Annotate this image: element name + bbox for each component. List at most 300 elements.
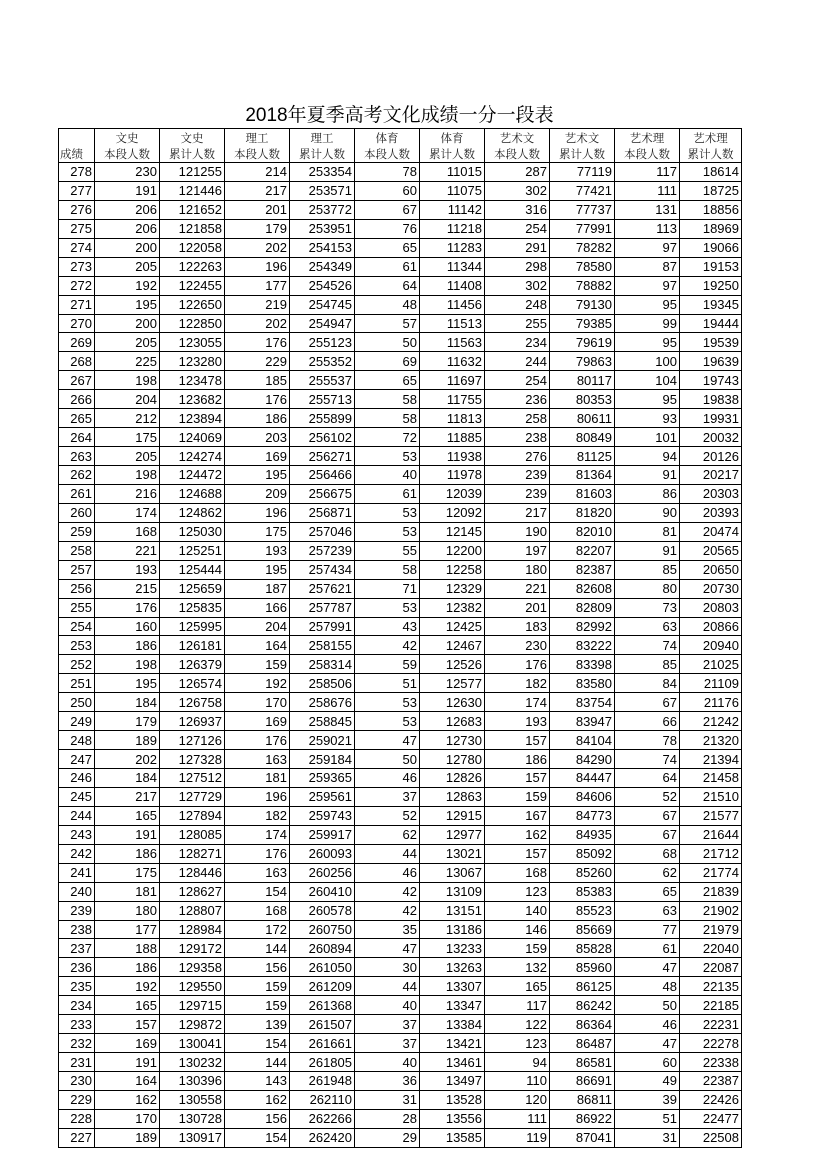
cell-yishuli-cumulative: 20650 [680, 560, 742, 579]
table-row [59, 466, 742, 485]
cell-tiyu-segment: 58 [355, 560, 420, 579]
cell-ligong-segment: 192 [225, 674, 290, 693]
cell-ligong-cumulative: 254947 [290, 314, 355, 333]
cell-tiyu-segment: 53 [355, 522, 420, 541]
table-row [59, 920, 742, 939]
cell-yishuli-cumulative: 18856 [680, 200, 742, 219]
cell-ligong-segment: 196 [225, 257, 290, 276]
cell-wenshi-cumulative: 126181 [160, 636, 225, 655]
cell-yishuli-segment: 113 [615, 219, 680, 238]
cell-tiyu-segment: 60 [355, 181, 420, 200]
cell-yishuwen-segment: 197 [485, 541, 550, 560]
cell-tiyu-segment: 40 [355, 466, 420, 485]
cell-ligong-cumulative: 260894 [290, 939, 355, 958]
table-row [59, 447, 742, 466]
cell-wenshi-cumulative: 127512 [160, 769, 225, 788]
cell-yishuli-segment: 77 [615, 920, 680, 939]
table-row [59, 371, 742, 390]
cell-ligong-cumulative: 257621 [290, 579, 355, 598]
cell-tiyu-cumulative: 13109 [420, 882, 485, 901]
cell-yishuwen-segment: 298 [485, 257, 550, 276]
cell-yishuli-segment: 47 [615, 958, 680, 977]
cell-ligong-segment: 182 [225, 806, 290, 825]
cell-tiyu-cumulative: 13528 [420, 1090, 485, 1109]
cell-wenshi-cumulative: 130558 [160, 1090, 225, 1109]
cell-yishuli-cumulative: 21712 [680, 844, 742, 863]
cell-ligong-cumulative: 255713 [290, 390, 355, 409]
cell-yishuwen-cumulative: 85383 [550, 882, 615, 901]
cell-yishuli-cumulative: 19838 [680, 390, 742, 409]
cell-score: 269 [59, 333, 95, 352]
column-header-line1: 艺术理 [693, 131, 728, 145]
cell-yishuwen-segment: 201 [485, 598, 550, 617]
cell-ligong-cumulative: 260750 [290, 920, 355, 939]
cell-wenshi-cumulative: 125835 [160, 598, 225, 617]
cell-ligong-cumulative: 254526 [290, 276, 355, 295]
cell-wenshi-cumulative: 129872 [160, 1015, 225, 1034]
cell-wenshi-segment: 189 [95, 731, 160, 750]
column-header-line2: 累计人数 [299, 147, 345, 161]
table-row [59, 579, 742, 598]
cell-score: 232 [59, 1034, 95, 1053]
cell-tiyu-cumulative: 11456 [420, 295, 485, 314]
cell-yishuwen-cumulative: 86487 [550, 1034, 615, 1053]
cell-tiyu-cumulative: 11513 [420, 314, 485, 333]
cell-yishuli-segment: 60 [615, 1053, 680, 1072]
cell-score: 265 [59, 409, 95, 428]
cell-yishuli-cumulative: 22508 [680, 1128, 742, 1147]
cell-yishuli-segment: 87 [615, 257, 680, 276]
cell-tiyu-segment: 48 [355, 295, 420, 314]
page-title: 2018年夏季高考文化成绩一分一段表 [245, 105, 554, 126]
cell-yishuli-cumulative: 22087 [680, 958, 742, 977]
header-row [59, 129, 742, 163]
cell-ligong-segment: 154 [225, 1128, 290, 1147]
column-header-line2: 本段人数 [364, 147, 410, 161]
column-header-yishuli-segment [615, 129, 680, 163]
cell-yishuli-segment: 100 [615, 352, 680, 371]
cell-tiyu-cumulative: 13497 [420, 1072, 485, 1091]
cell-yishuwen-segment: 123 [485, 1034, 550, 1053]
cell-yishuwen-segment: 239 [485, 484, 550, 503]
cell-wenshi-segment: 165 [95, 806, 160, 825]
cell-wenshi-cumulative: 121255 [160, 163, 225, 182]
cell-ligong-cumulative: 255352 [290, 352, 355, 371]
column-header-line2: 累计人数 [429, 147, 475, 161]
cell-ligong-cumulative: 261948 [290, 1072, 355, 1091]
cell-yishuwen-segment: 236 [485, 390, 550, 409]
cell-yishuli-cumulative: 21577 [680, 806, 742, 825]
cell-yishuwen-cumulative: 85092 [550, 844, 615, 863]
cell-ligong-segment: 159 [225, 977, 290, 996]
cell-yishuli-segment: 111 [615, 181, 680, 200]
column-header-line1: 文史 [180, 131, 204, 145]
cell-yishuwen-cumulative: 78282 [550, 238, 615, 257]
cell-yishuli-cumulative: 20393 [680, 503, 742, 522]
cell-wenshi-cumulative: 126379 [160, 655, 225, 674]
cell-score: 257 [59, 560, 95, 579]
cell-tiyu-segment: 52 [355, 806, 420, 825]
cell-tiyu-cumulative: 11697 [420, 371, 485, 390]
cell-wenshi-cumulative: 129172 [160, 939, 225, 958]
cell-ligong-cumulative: 259917 [290, 825, 355, 844]
cell-ligong-cumulative: 253772 [290, 200, 355, 219]
cell-yishuwen-segment: 159 [485, 787, 550, 806]
column-header-score [59, 129, 95, 163]
cell-tiyu-cumulative: 13021 [420, 844, 485, 863]
cell-yishuwen-cumulative: 84606 [550, 787, 615, 806]
table-row [59, 1090, 742, 1109]
cell-tiyu-cumulative: 13384 [420, 1015, 485, 1034]
table-row [59, 750, 742, 769]
cell-tiyu-cumulative: 11344 [420, 257, 485, 276]
cell-wenshi-cumulative: 122058 [160, 238, 225, 257]
cell-score: 242 [59, 844, 95, 863]
column-header-ligong-cumulative [290, 129, 355, 163]
cell-ligong-cumulative: 262266 [290, 1109, 355, 1128]
cell-wenshi-cumulative: 125030 [160, 522, 225, 541]
cell-ligong-segment: 186 [225, 409, 290, 428]
cell-score: 273 [59, 257, 95, 276]
cell-yishuwen-segment: 174 [485, 693, 550, 712]
cell-ligong-cumulative: 256102 [290, 428, 355, 447]
table-row [59, 958, 742, 977]
cell-wenshi-cumulative: 123682 [160, 390, 225, 409]
cell-yishuwen-cumulative: 80353 [550, 390, 615, 409]
cell-yishuli-segment: 31 [615, 1128, 680, 1147]
cell-yishuli-segment: 97 [615, 276, 680, 295]
cell-yishuwen-segment: 157 [485, 844, 550, 863]
cell-yishuli-cumulative: 22040 [680, 939, 742, 958]
cell-yishuli-cumulative: 21979 [680, 920, 742, 939]
cell-tiyu-cumulative: 12092 [420, 503, 485, 522]
cell-yishuwen-cumulative: 84773 [550, 806, 615, 825]
cell-tiyu-segment: 40 [355, 1053, 420, 1072]
cell-yishuli-cumulative: 20474 [680, 522, 742, 541]
cell-yishuwen-segment: 146 [485, 920, 550, 939]
cell-score: 237 [59, 939, 95, 958]
cell-yishuli-cumulative: 22387 [680, 1072, 742, 1091]
cell-yishuli-segment: 81 [615, 522, 680, 541]
cell-tiyu-segment: 61 [355, 257, 420, 276]
cell-yishuwen-cumulative: 82010 [550, 522, 615, 541]
table-row [59, 484, 742, 503]
cell-wenshi-segment: 206 [95, 200, 160, 219]
cell-score: 254 [59, 617, 95, 636]
column-header-ligong-segment [225, 129, 290, 163]
cell-tiyu-cumulative: 13067 [420, 863, 485, 882]
cell-yishuli-cumulative: 19539 [680, 333, 742, 352]
cell-ligong-cumulative: 258506 [290, 674, 355, 693]
cell-yishuli-cumulative: 21902 [680, 901, 742, 920]
cell-yishuli-cumulative: 21644 [680, 825, 742, 844]
cell-yishuwen-cumulative: 86691 [550, 1072, 615, 1091]
cell-yishuwen-cumulative: 78580 [550, 257, 615, 276]
cell-yishuwen-segment: 258 [485, 409, 550, 428]
cell-wenshi-segment: 186 [95, 636, 160, 655]
cell-yishuli-cumulative: 20126 [680, 447, 742, 466]
cell-ligong-segment: 196 [225, 503, 290, 522]
cell-wenshi-cumulative: 128627 [160, 882, 225, 901]
cell-tiyu-cumulative: 13263 [420, 958, 485, 977]
cell-tiyu-segment: 58 [355, 390, 420, 409]
cell-score: 278 [59, 163, 95, 182]
cell-tiyu-segment: 53 [355, 712, 420, 731]
cell-yishuwen-segment: 234 [485, 333, 550, 352]
column-header-line2: 成绩 [60, 147, 83, 161]
cell-wenshi-segment: 174 [95, 503, 160, 522]
cell-wenshi-cumulative: 124274 [160, 447, 225, 466]
cell-ligong-segment: 174 [225, 825, 290, 844]
cell-score: 268 [59, 352, 95, 371]
cell-wenshi-segment: 160 [95, 617, 160, 636]
cell-tiyu-cumulative: 11142 [420, 200, 485, 219]
cell-yishuli-cumulative: 21242 [680, 712, 742, 731]
cell-yishuli-segment: 74 [615, 636, 680, 655]
cell-yishuli-cumulative: 22426 [680, 1090, 742, 1109]
cell-tiyu-segment: 35 [355, 920, 420, 939]
cell-score: 261 [59, 484, 95, 503]
cell-ligong-segment: 144 [225, 939, 290, 958]
cell-score: 276 [59, 200, 95, 219]
cell-ligong-cumulative: 259184 [290, 750, 355, 769]
cell-ligong-segment: 156 [225, 1109, 290, 1128]
cell-score: 236 [59, 958, 95, 977]
cell-score: 258 [59, 541, 95, 560]
cell-ligong-segment: 159 [225, 996, 290, 1015]
cell-score: 256 [59, 579, 95, 598]
cell-tiyu-cumulative: 11408 [420, 276, 485, 295]
cell-ligong-segment: 163 [225, 750, 290, 769]
cell-yishuli-cumulative: 20032 [680, 428, 742, 447]
cell-ligong-segment: 202 [225, 238, 290, 257]
cell-wenshi-cumulative: 128446 [160, 863, 225, 882]
cell-tiyu-cumulative: 12039 [420, 484, 485, 503]
cell-yishuli-segment: 67 [615, 693, 680, 712]
cell-tiyu-cumulative: 11885 [420, 428, 485, 447]
cell-score: 264 [59, 428, 95, 447]
cell-yishuli-cumulative: 20940 [680, 636, 742, 655]
table-row [59, 276, 742, 295]
cell-yishuwen-segment: 165 [485, 977, 550, 996]
cell-wenshi-cumulative: 130396 [160, 1072, 225, 1091]
cell-tiyu-segment: 43 [355, 617, 420, 636]
cell-score: 229 [59, 1090, 95, 1109]
table-row [59, 219, 742, 238]
cell-ligong-cumulative: 258845 [290, 712, 355, 731]
cell-wenshi-segment: 205 [95, 257, 160, 276]
cell-yishuli-segment: 78 [615, 731, 680, 750]
cell-yishuli-cumulative: 21320 [680, 731, 742, 750]
table-row [59, 390, 742, 409]
cell-wenshi-segment: 186 [95, 844, 160, 863]
cell-score: 267 [59, 371, 95, 390]
cell-yishuwen-cumulative: 86581 [550, 1053, 615, 1072]
cell-score: 234 [59, 996, 95, 1015]
cell-yishuli-cumulative: 21394 [680, 750, 742, 769]
cell-yishuwen-cumulative: 82207 [550, 541, 615, 560]
score-distribution-table [58, 128, 742, 1148]
cell-wenshi-segment: 204 [95, 390, 160, 409]
cell-yishuli-segment: 50 [615, 996, 680, 1015]
table-row [59, 1034, 742, 1053]
cell-yishuli-segment: 131 [615, 200, 680, 219]
cell-ligong-cumulative: 262110 [290, 1090, 355, 1109]
cell-ligong-segment: 139 [225, 1015, 290, 1034]
cell-ligong-cumulative: 262420 [290, 1128, 355, 1147]
cell-yishuli-cumulative: 22338 [680, 1053, 742, 1072]
cell-ligong-cumulative: 253951 [290, 219, 355, 238]
table-row [59, 996, 742, 1015]
cell-ligong-segment: 144 [225, 1053, 290, 1072]
cell-score: 277 [59, 181, 95, 200]
cell-wenshi-segment: 164 [95, 1072, 160, 1091]
cell-ligong-cumulative: 257991 [290, 617, 355, 636]
cell-score: 253 [59, 636, 95, 655]
cell-wenshi-segment: 191 [95, 181, 160, 200]
cell-yishuwen-cumulative: 85260 [550, 863, 615, 882]
cell-score: 255 [59, 598, 95, 617]
cell-ligong-segment: 168 [225, 901, 290, 920]
cell-yishuli-segment: 97 [615, 238, 680, 257]
cell-wenshi-segment: 191 [95, 825, 160, 844]
cell-score: 240 [59, 882, 95, 901]
cell-ligong-segment: 154 [225, 1034, 290, 1053]
cell-tiyu-segment: 44 [355, 844, 420, 863]
cell-yishuwen-cumulative: 77737 [550, 200, 615, 219]
cell-score: 262 [59, 466, 95, 485]
cell-yishuli-cumulative: 20565 [680, 541, 742, 560]
cell-wenshi-segment: 165 [95, 996, 160, 1015]
cell-tiyu-cumulative: 11632 [420, 352, 485, 371]
table-row [59, 352, 742, 371]
cell-ligong-segment: 195 [225, 466, 290, 485]
cell-ligong-cumulative: 261661 [290, 1034, 355, 1053]
cell-score: 259 [59, 522, 95, 541]
cell-yishuwen-segment: 111 [485, 1109, 550, 1128]
cell-yishuli-cumulative: 19444 [680, 314, 742, 333]
cell-tiyu-segment: 53 [355, 598, 420, 617]
column-header-yishuwen-segment [485, 129, 550, 163]
cell-wenshi-segment: 195 [95, 674, 160, 693]
cell-tiyu-cumulative: 12329 [420, 579, 485, 598]
column-header-tiyu-cumulative [420, 129, 485, 163]
cell-wenshi-segment: 205 [95, 447, 160, 466]
cell-ligong-segment: 214 [225, 163, 290, 182]
table-body [59, 163, 742, 1148]
cell-wenshi-cumulative: 130232 [160, 1053, 225, 1072]
column-header-line1: 艺术文 [499, 131, 535, 145]
cell-ligong-segment: 209 [225, 484, 290, 503]
cell-yishuli-segment: 85 [615, 560, 680, 579]
cell-yishuwen-segment: 302 [485, 181, 550, 200]
cell-yishuwen-cumulative: 87041 [550, 1128, 615, 1147]
cell-tiyu-cumulative: 13151 [420, 901, 485, 920]
cell-yishuli-segment: 73 [615, 598, 680, 617]
cell-score: 249 [59, 712, 95, 731]
cell-tiyu-segment: 44 [355, 977, 420, 996]
column-header-tiyu-segment [355, 129, 420, 163]
table-row [59, 1072, 742, 1091]
cell-wenshi-cumulative: 123894 [160, 409, 225, 428]
cell-wenshi-cumulative: 125995 [160, 617, 225, 636]
cell-tiyu-cumulative: 11075 [420, 181, 485, 200]
cell-score: 252 [59, 655, 95, 674]
table-row [59, 901, 742, 920]
cell-score: 228 [59, 1109, 95, 1128]
cell-wenshi-segment: 157 [95, 1015, 160, 1034]
cell-tiyu-segment: 51 [355, 674, 420, 693]
table-row [59, 617, 742, 636]
cell-tiyu-segment: 78 [355, 163, 420, 182]
cell-yishuwen-segment: 190 [485, 522, 550, 541]
cell-ligong-segment: 169 [225, 447, 290, 466]
column-header-line2: 本段人数 [494, 147, 540, 161]
cell-yishuli-cumulative: 21510 [680, 787, 742, 806]
cell-yishuwen-segment: 176 [485, 655, 550, 674]
column-header-wenshi-segment [95, 129, 160, 163]
cell-yishuli-cumulative: 20303 [680, 484, 742, 503]
table-row [59, 295, 742, 314]
cell-ligong-segment: 179 [225, 219, 290, 238]
cell-yishuli-cumulative: 21839 [680, 882, 742, 901]
cell-tiyu-cumulative: 12730 [420, 731, 485, 750]
cell-tiyu-segment: 37 [355, 1034, 420, 1053]
cell-tiyu-segment: 46 [355, 769, 420, 788]
cell-ligong-cumulative: 261209 [290, 977, 355, 996]
cell-wenshi-cumulative: 124688 [160, 484, 225, 503]
cell-yishuwen-segment: 276 [485, 447, 550, 466]
table-row [59, 863, 742, 882]
cell-yishuwen-segment: 110 [485, 1072, 550, 1091]
cell-ligong-segment: 202 [225, 314, 290, 333]
cell-yishuwen-segment: 159 [485, 939, 550, 958]
cell-score: 266 [59, 390, 95, 409]
cell-yishuwen-cumulative: 84935 [550, 825, 615, 844]
cell-ligong-segment: 176 [225, 390, 290, 409]
cell-wenshi-cumulative: 126574 [160, 674, 225, 693]
cell-wenshi-segment: 179 [95, 712, 160, 731]
cell-ligong-cumulative: 260578 [290, 901, 355, 920]
cell-yishuli-segment: 62 [615, 863, 680, 882]
cell-wenshi-cumulative: 129358 [160, 958, 225, 977]
cell-yishuwen-segment: 132 [485, 958, 550, 977]
cell-tiyu-segment: 29 [355, 1128, 420, 1147]
cell-score: 245 [59, 787, 95, 806]
cell-yishuli-cumulative: 19250 [680, 276, 742, 295]
cell-yishuwen-cumulative: 81820 [550, 503, 615, 522]
cell-yishuwen-cumulative: 85669 [550, 920, 615, 939]
cell-ligong-cumulative: 259561 [290, 787, 355, 806]
cell-wenshi-segment: 191 [95, 1053, 160, 1072]
cell-wenshi-segment: 192 [95, 276, 160, 295]
cell-wenshi-segment: 215 [95, 579, 160, 598]
table-row [59, 257, 742, 276]
cell-ligong-segment: 219 [225, 295, 290, 314]
cell-tiyu-segment: 71 [355, 579, 420, 598]
column-header-line2: 累计人数 [687, 147, 734, 161]
table-row [59, 560, 742, 579]
cell-tiyu-cumulative: 12258 [420, 560, 485, 579]
cell-ligong-cumulative: 253354 [290, 163, 355, 182]
cell-score: 271 [59, 295, 95, 314]
cell-tiyu-cumulative: 12863 [420, 787, 485, 806]
cell-ligong-cumulative: 259021 [290, 731, 355, 750]
cell-tiyu-cumulative: 13186 [420, 920, 485, 939]
cell-tiyu-segment: 50 [355, 750, 420, 769]
table-row [59, 314, 742, 333]
cell-wenshi-cumulative: 127894 [160, 806, 225, 825]
